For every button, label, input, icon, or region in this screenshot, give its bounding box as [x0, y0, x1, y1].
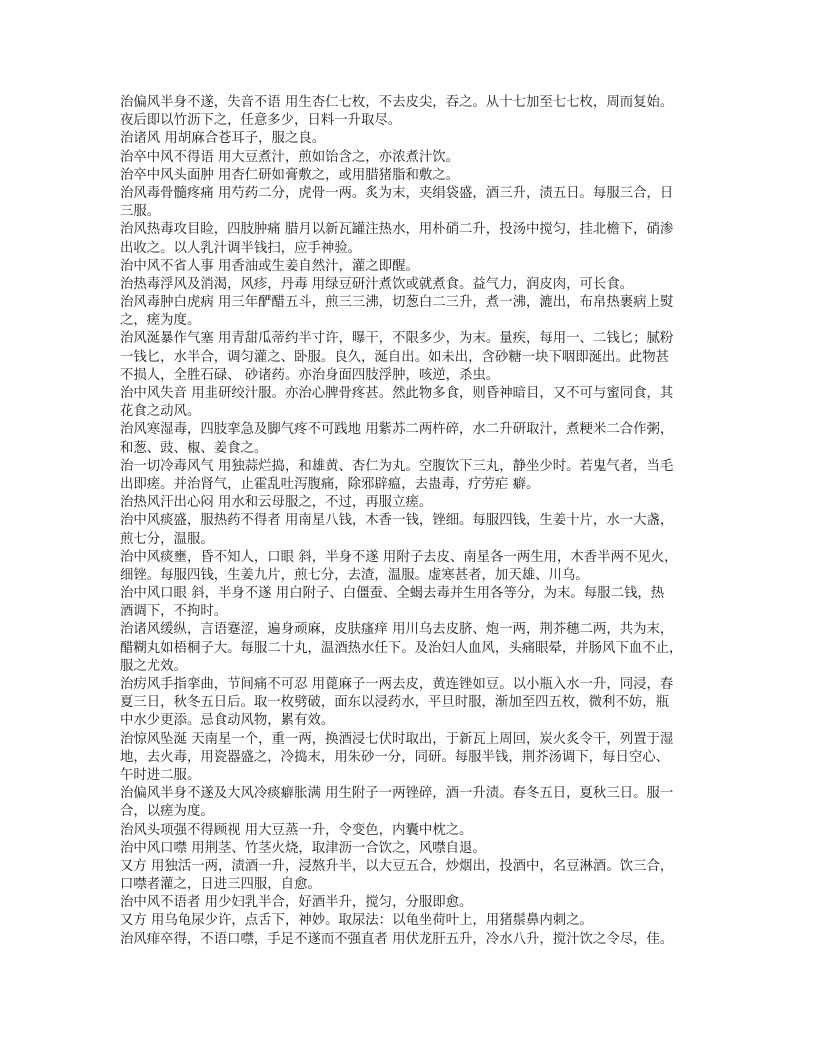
text-line: 治热毒浮风及消渴，风疹，丹毒 用绿豆研汁煮饮或就煮食。益气力，润皮肉，可长食。: [120, 276, 634, 292]
remedy-entry: [120, 258, 700, 276]
text-line: 治一切冷毒风气 用独蒜烂捣，和雄黄、杏仁为丸。空腹饮下三丸，静坐少时。若鬼气者，当毛: [120, 458, 674, 474]
remedy-entry: [120, 894, 700, 912]
remedy-entry: [120, 676, 700, 731]
text-line: 治中风口噤 用荆茎、竹茎火烧，取津沥一合饮之，风噤自退。: [120, 840, 486, 856]
remedy-entry: [120, 276, 700, 294]
text-line: 治疠风手指挛曲，节间痛不可忍 用蓖麻子一两去皮，黄连锉如豆。以小瓶入水一升，同浸，春: [120, 677, 674, 692]
text-line: 治中风痰壅，昏不知人，口眼 斜，半身不遂 用附子去皮、南星各一两生用，木香半两不见火，: [120, 549, 678, 565]
text-line: 煎七分，温服。: [120, 531, 214, 547]
text-line: 治偏风半身不遂及大风冷痰癖胀满 用生附子一两锉碎，酒一升渍。春冬五日，夏秋三日。服一: [120, 786, 674, 802]
text-line: 治中风不省人事 用香油或生姜自然汁，灌之即醒。: [120, 258, 419, 274]
text-line: 治惊风坠涎 天南星一个，重一两，换酒浸七伏时取出，于新瓦上周回，炭火炙令干，列置于湿: [120, 731, 674, 747]
text-line: 醋糊丸如梧桐子大。每服二十丸，温酒热水任下。及治妇人血风，头痛眼晕，并肠风下血不止，: [120, 640, 683, 656]
document-page: [120, 94, 700, 949]
remedy-entry: [120, 858, 700, 894]
text-line: 治风热毒攻目睑，四肢肿痛 腊月以新瓦罐注热水，用朴硝二升，投汤中搅匀，挂北檐下，硝渗: [120, 222, 674, 238]
remedy-entry: [120, 330, 700, 385]
text-line: 治中风口眼 斜，半身不遂 用白附子、白僵蚕、全蝎去毒并生用各等分，为末。每服二钱，热: [120, 586, 665, 602]
remedy-entry: [120, 421, 700, 457]
text-line: 口噤者灌之，日进三四服，自愈。: [120, 877, 321, 893]
text-line: 治热风汗出心闷 用水和云母服之，不过，再服立瘥。: [120, 495, 433, 511]
remedy-entry: [120, 494, 700, 512]
text-line: 治中风失音 用韭研绞汁服。亦治心脾骨疼甚。然此物多食，则昏神暗目，又不可与蜜同食，其: [120, 386, 674, 401]
text-line: 治风涎暴作气塞 用青甜瓜蒂约半寸许，曝干，不限多少，为末。量疾，每用一、二钱匕；腻粉: [120, 331, 674, 347]
remedy-entry: [120, 458, 700, 494]
remedy-entry: [120, 149, 700, 167]
remedy-entry: [120, 294, 700, 330]
text-line: 治诸风 用胡麻合苍耳子，服之良。: [120, 131, 326, 147]
text-line: 治风毒骨髓疼痛 用芍药二分，虎骨一两。炙为末，夹绢袋盛，酒三升，渍五日。每服三合，日: [120, 185, 674, 201]
text-line: 治中风不语者 用少妇乳半合，好酒半升，搅匀，分服即愈。: [120, 895, 473, 911]
text-line: 中水少更添。忌食动风物，累有效。: [120, 713, 335, 729]
remedy-entry: [120, 931, 700, 949]
remedy-entry: [120, 840, 700, 858]
text-line: 地，去火毒，用瓷器盛之，冷捣末，用朱砂一分，同研。每服半钱，荆芥汤调下，每日空心、: [120, 749, 670, 765]
remedy-entry: [120, 185, 700, 221]
text-line: 治风头项强不得顾视 用大豆蒸一升，令变色，内囊中枕之。: [120, 822, 473, 838]
remedy-entry: [120, 512, 700, 548]
text-line: 之，瘥为度。: [120, 313, 201, 329]
text-line: 治偏风半身不遂，失音不语 用生杏仁七枚，不去皮尖，吞之。从十七加至七七枚，周而复始。: [120, 95, 674, 110]
remedy-entry: [120, 585, 700, 621]
text-line: 服之尤效。: [120, 658, 187, 674]
text-line: 一钱匕，水半合，调匀灌之、卧服。良久，涎自出。如未出，含砂糖一块下咽即涎出。此物甚: [120, 349, 670, 365]
remedy-entry: [120, 385, 700, 421]
text-line: 治卒中风不得语 用大豆煮汁，煎如饴含之，亦浓煮汁饮。: [120, 149, 460, 165]
remedy-entry: [120, 621, 700, 676]
remedy-entry: [120, 731, 700, 786]
text-line: 夏三日，秋冬五日后。取一枚劈破，面东以浸药水，平旦时服，渐加至四五枚，微利不妨，瓶: [120, 695, 670, 711]
text-line: 合，以瘥为度。: [120, 804, 214, 820]
text-line: 治中风痰盛，服热药不得者 用南星八钱，木香一钱，锉细。每服四钱，生姜十片，水一大盏，: [120, 513, 674, 529]
text-line: 不损人，全胜石碌、 砂诸药。亦治身面四肢浮肿，咳逆，杀虫。: [120, 367, 500, 383]
remedy-entry: [120, 94, 700, 130]
text-line: 又方 用独活一两，渍酒一升，浸熬升半，以大豆五合，炒烟出，投酒中，名豆淋酒。饮三合，: [120, 858, 674, 874]
text-line: 和葱、豉、椒、姜食之。: [120, 440, 268, 456]
text-line: 午时进二服。: [120, 767, 201, 783]
text-line: 治风寒湿毒，四肢挛急及脚气疼不可践地 用紫苏二两杵碎，水二升研取汁，煮粳米二合作粥，: [120, 422, 674, 438]
text-line: 治风毒肿白虎病 用三年酽醋五斗，煎三三沸，切葱白二三升，煮一沸，漉出，布帛热裹病上熨: [120, 295, 674, 311]
text-line: 出即瘥。并治肾气，止霍乱吐泻腹痛，除邪辟瘟，去蛊毒，疗劳疟 癖。: [120, 476, 540, 492]
text-line: 治诸风缓纵，言语蹇涩，遍身顽麻，皮肤瘙痒 用川乌去皮脐、炮一两，荆芥穗二两，共为末，: [120, 622, 674, 638]
text-line: 夜后即以竹沥下之，任意多少，日料一升取尽。: [120, 113, 402, 129]
text-line: 细锉。每服四钱，生姜九片，煎七分，去渣，温服。虚寒甚者，加天雄、川乌。: [120, 567, 589, 583]
remedy-entry: [120, 785, 700, 821]
remedy-entry: [120, 549, 700, 585]
text-line: 三服。: [120, 204, 161, 220]
remedy-entry: [120, 167, 700, 185]
remedy-entry: [120, 221, 700, 257]
text-line: 酒调下，不拘时。: [120, 604, 228, 620]
text-line: 又方 用乌龟尿少许，点舌下，神妙。取尿法：以龟坐荷叶上，用猪鬃鼻内刺之。: [120, 913, 593, 929]
text-line: 出收之。以人乳汁调半钱扫，应手神验。: [120, 240, 362, 256]
text-line: 花食之动风。: [120, 404, 201, 420]
text-line: 治卒中风头面肿 用杏仁研如膏敷之，或用腊猪脂和敷之。: [120, 167, 460, 183]
text-line: 治风痱卒得，不语口噤，手足不遂而不强直者 用伏龙肝五升，冷水八升，搅汁饮之令尽，佳。: [120, 931, 674, 947]
remedy-entry: [120, 912, 700, 930]
remedy-entry: [120, 822, 700, 840]
remedy-entry: [120, 130, 700, 148]
